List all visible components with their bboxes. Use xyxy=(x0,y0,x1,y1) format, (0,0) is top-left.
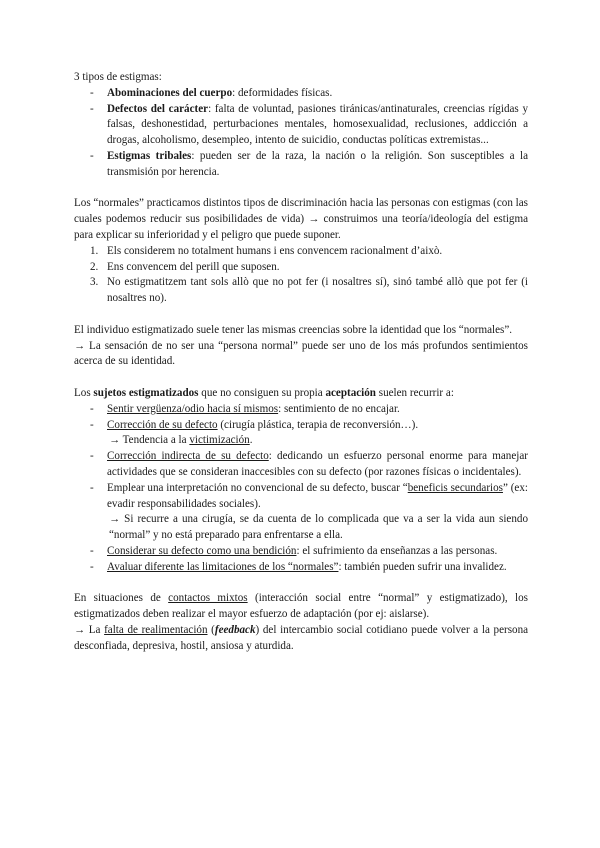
paragraph: En situaciones de contactos mixtos (interacción social entre “normal” y estigmatizado), los estigmatizados deben realizar el mayor esfuerzo de adaptación (por ej: aislarse). xyxy=(74,592,529,621)
identity-section xyxy=(74,323,528,370)
sub-note: → Tendencia a la victimización. xyxy=(109,434,253,447)
stigma-types-section xyxy=(74,70,528,181)
sub-note: → Si recurre a una cirugía, se da cuenta de lo complicada que va a ser la vida aun siendo “normal” y no está preparado para enfrentarse a ella. xyxy=(109,513,528,542)
list-item: - Defectos del carácter: falta de voluntad, pasiones tiránicas/antinaturales, creencias rígidas y falsas, deshonestidad, perturbaciones mentales, homosexualidad, reclusiones, addicción a drogas, alcoholismo, desempleo, intento de suicidio, conductas políticas extremistas... xyxy=(74,102,528,149)
paragraph: Los sujetos estigmatizados que no consiguen su propia aceptación suelen recurrir a: xyxy=(74,386,454,399)
list-item: 2. Ens convencem del perill que suposen. xyxy=(90,260,280,273)
list-item: 1. Els considerem no totalment humans i ens convencem racionalment d’això. xyxy=(90,244,443,257)
list-item: - Considerar su defecto como una bendición: el sufrimiento da enseñanzas a las personas. xyxy=(74,544,528,560)
numbered-list xyxy=(74,244,528,307)
list-item: 3. No estigmatitzem tant sols allò que no pot fer (i nosaltres sí), sinó també allò que pot fer (i nosaltres no). xyxy=(90,276,528,305)
list-item: - Estigmas tribales: pueden ser de la raza, la nación o la religión. Son susceptibles a la transmisión por herencia. xyxy=(74,149,528,181)
list-item: - Corrección de su defecto (cirugía plástica, terapia de reconversión…). → Tendencia a la victimización. xyxy=(74,418,528,450)
paragraph: → La falta de realimentación (feedback) del intercambio social cotidiano puede volver a la persona desconfiada, depresiva, hostil, ansiosa y aturdida. xyxy=(74,623,529,652)
discrimination-section xyxy=(74,196,528,307)
paragraph: El individuo estigmatizado suele tener las mismas creencias sobre la identidad que los “normales”. xyxy=(74,323,513,336)
strategies-list xyxy=(74,402,528,576)
stigma-types-intro: 3 tipos de estigmas: xyxy=(74,71,162,83)
list-item: - Abominaciones del cuerpo: deformidades físicas. xyxy=(74,86,528,102)
mixed-contacts-section xyxy=(74,591,528,654)
document-page xyxy=(74,70,528,654)
paragraph: → La sensación de no ser una “persona normal” puede ser uno de los más profundos sentimientos acerca de su identidad. xyxy=(74,339,528,368)
list-item: - Sentir vergüenza/odio hacia sí mismos: sentimiento de no encajar. xyxy=(74,402,528,418)
list-item: - Avaluar diferente las limitaciones de los “normales”: también pueden sufrir una invalidez. xyxy=(74,560,528,576)
paragraph: Los “normales” practicamos distintos tipos de discriminación hacia las personas con estigmas (con las cuales podemos reducir sus posibilidades de vida) → construimos una teoría/ideología del estigma para explicar su inferioridad y el peligro que puede suponer. xyxy=(74,197,528,241)
list-item: - Corrección indirecta de su defecto: dedicando un esfuerzo personal enorme para manejar actividades que se consideran inaccesibles con su defecto (por razones físicas o incidentales). xyxy=(74,449,528,481)
stigma-types-list xyxy=(74,86,528,181)
list-item: - Emplear una interpretación no convencional de su defecto, buscar “beneficis secundarios” (ex: evadir responsabilidades sociales). → Si recurre a una cirugía, se da cuenta de lo complicada que va a ser la vida aun siendo “normal” y no está preparado para enfrentarse a ella. xyxy=(74,481,528,544)
acceptance-section xyxy=(74,386,528,576)
